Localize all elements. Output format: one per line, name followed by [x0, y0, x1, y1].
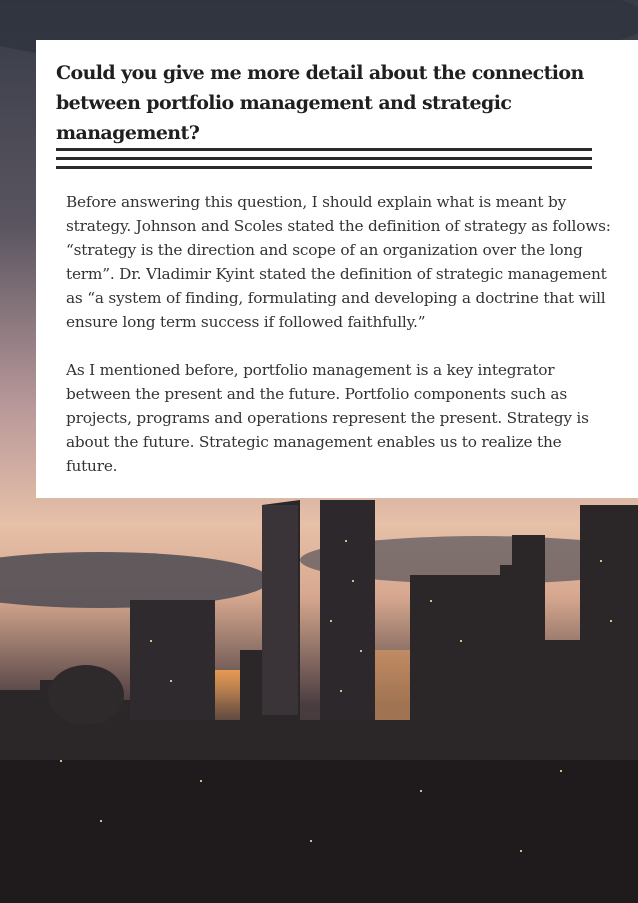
answer-paragraph: Before answering this question, I should explain what is meant by strategy. Johnson and Scoles stated the definition of strategy as follows: “strategy is the direction and scope of an organization over the long term”. Dr. Vladimir Kyint stated the definition of strategic management as “a system of finding, formulating and developing a doctrine that will ensure long term success if followed faithfully.” [66, 193, 611, 331]
answer-paragraph: As I mentioned before, portfolio management is a key integrator between the present and the future. Portfolio components such as projects, programs and operations represent the present. Strategy is about the future. Strategic management enables us to realize the future. [66, 361, 589, 475]
divider-line [56, 157, 592, 160]
content-card [36, 40, 638, 498]
divider-line [56, 148, 592, 151]
answer-body [66, 190, 614, 502]
heading-divider [56, 148, 592, 175]
question-heading: Could you give me more detail about the connection between portfolio management and strategic management? [56, 62, 584, 144]
divider-line [56, 166, 592, 169]
